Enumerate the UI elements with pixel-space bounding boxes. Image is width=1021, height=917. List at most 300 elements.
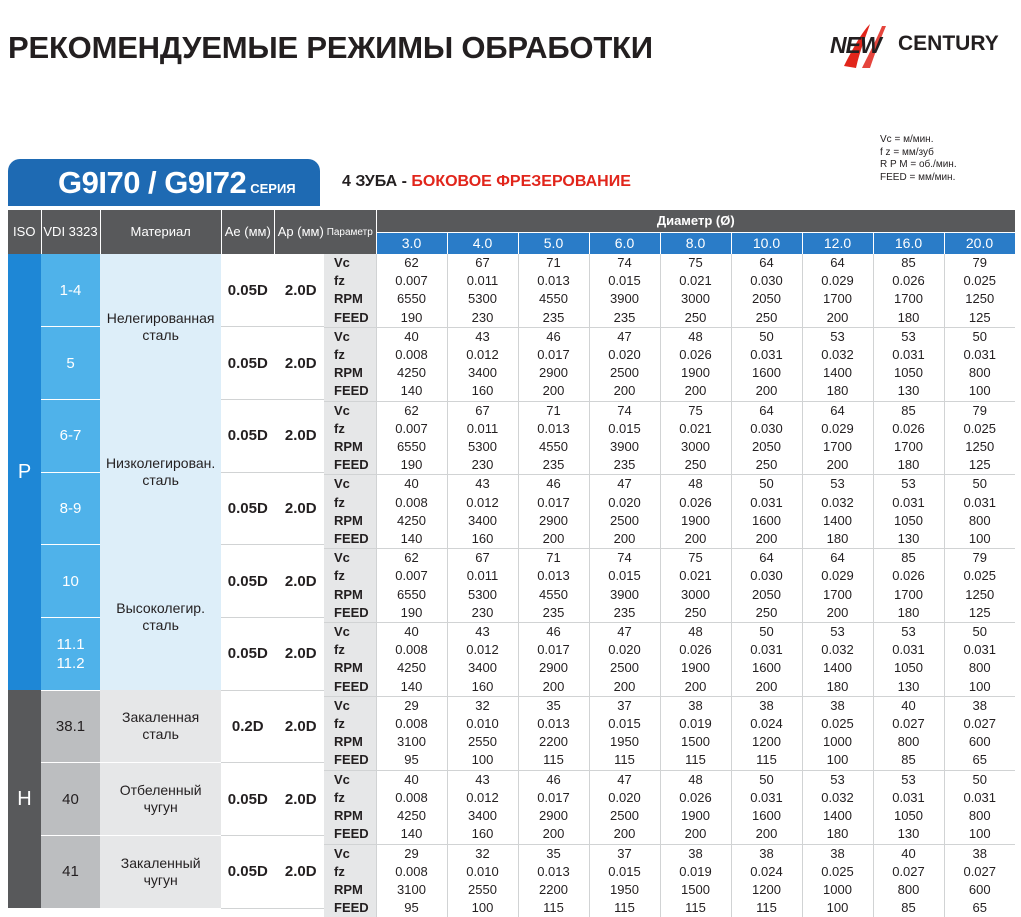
- feed-value: 125: [968, 309, 991, 325]
- param-label: fz: [334, 642, 345, 658]
- material-row: [8, 836, 327, 909]
- feed-value: 140: [400, 531, 423, 547]
- rpm-value: 3900: [610, 586, 639, 602]
- value-cell: [376, 401, 447, 475]
- vdi-code: 1-4: [41, 254, 100, 327]
- param-label: RPM: [334, 881, 363, 897]
- logo-century-text: CENTURY: [898, 32, 999, 55]
- value-cell: [447, 549, 518, 623]
- feed-value: 180: [826, 383, 849, 399]
- value-cell: [944, 696, 1015, 770]
- ap-value: 2.0D: [274, 763, 327, 836]
- feed-value: 140: [400, 678, 423, 694]
- param-label: FEED: [334, 678, 369, 694]
- param-label: Vc: [334, 771, 350, 787]
- feed-value: 115: [685, 752, 706, 768]
- material-name: Нелегированная сталь: [100, 254, 221, 399]
- feed-value: 250: [684, 309, 707, 325]
- logo-new-text: NEW: [830, 32, 881, 58]
- rpm-value: 1400: [823, 660, 852, 676]
- vc-value: 40: [901, 697, 916, 713]
- diameter-sizes-row: [324, 232, 1015, 254]
- header-iso: ISO: [8, 210, 41, 254]
- feed-value: 200: [826, 309, 849, 325]
- rpm-value: 3100: [397, 881, 426, 897]
- vc-value: 79: [972, 402, 987, 418]
- param-label: fz: [334, 420, 345, 436]
- value-cell: [944, 770, 1015, 844]
- header-ap: Ap (мм): [274, 210, 327, 254]
- vc-value: 38: [688, 697, 703, 713]
- rpm-value: 1900: [681, 365, 710, 381]
- feed-value: 95: [404, 900, 419, 916]
- rpm-value: 1050: [894, 660, 923, 676]
- fz-value: 0.015: [608, 273, 641, 289]
- rpm-value: 800: [968, 365, 991, 381]
- fz-value: 0.013: [537, 716, 570, 732]
- value-cell: [802, 770, 873, 844]
- fz-value: 0.031: [750, 789, 783, 805]
- feed-value: 250: [755, 309, 778, 325]
- value-cell: [376, 327, 447, 401]
- fz-value: 0.024: [750, 863, 783, 879]
- fz-value: 0.020: [608, 494, 641, 510]
- value-cell: [731, 327, 802, 401]
- rpm-value: 3000: [681, 586, 710, 602]
- feed-value: 200: [826, 604, 849, 620]
- vc-value: 38: [759, 845, 774, 861]
- feed-value: 125: [968, 604, 991, 620]
- rpm-value: 1000: [823, 881, 852, 897]
- param-label: Vc: [334, 845, 350, 861]
- feed-value: 200: [684, 383, 707, 399]
- vc-value: 50: [972, 476, 987, 492]
- fz-value: 0.011: [466, 420, 499, 436]
- feed-value: 115: [614, 900, 635, 916]
- feed-value: 65: [972, 752, 987, 768]
- vc-value: 50: [759, 624, 774, 640]
- ae-value: 0.05D: [221, 617, 274, 690]
- value-cell: [447, 770, 518, 844]
- diameter-size: 10.0: [731, 232, 802, 254]
- feed-value: 130: [897, 826, 920, 842]
- vc-value: 64: [830, 550, 845, 566]
- feed-value: 250: [755, 604, 778, 620]
- rpm-value: 2550: [468, 881, 497, 897]
- vc-value: 40: [404, 771, 419, 787]
- rpm-value: 600: [968, 881, 991, 897]
- rpm-value: 3000: [681, 439, 710, 455]
- fz-value: 0.025: [963, 568, 997, 584]
- feed-value: 200: [684, 678, 707, 694]
- fz-value: 0.008: [395, 347, 428, 363]
- value-cell: [731, 623, 802, 697]
- fz-value: 0.008: [395, 716, 428, 732]
- rpm-value: 2550: [468, 734, 497, 750]
- fz-value: 0.029: [821, 273, 854, 289]
- feed-value: 180: [897, 604, 920, 620]
- value-cell: [873, 844, 944, 917]
- rpm-value: 4250: [397, 808, 426, 824]
- param-label: fz: [334, 494, 345, 510]
- param-label: Vc: [334, 697, 350, 713]
- vc-value: 53: [830, 476, 845, 492]
- cutting-data-table: [324, 210, 1016, 917]
- value-cell: [447, 844, 518, 917]
- fz-value: 0.017: [537, 494, 570, 510]
- ap-value: 2.0D: [274, 617, 327, 690]
- feed-value: 230: [471, 309, 494, 325]
- vc-value: 46: [546, 476, 561, 492]
- value-cell: [660, 770, 731, 844]
- cutting-data-row: [324, 623, 1015, 697]
- fz-value: 0.031: [963, 347, 997, 363]
- value-cell: [518, 401, 589, 475]
- header-param: Параметр: [324, 210, 376, 254]
- rpm-value: 2900: [539, 660, 568, 676]
- param-label: FEED: [334, 309, 369, 325]
- rpm-value: 1700: [823, 439, 852, 455]
- fz-value: 0.008: [395, 789, 428, 805]
- vdi-code: 40: [41, 763, 100, 836]
- rpm-value: 6550: [397, 439, 426, 455]
- vc-value: 75: [688, 402, 703, 418]
- vc-value: 38: [972, 845, 987, 861]
- fz-value: 0.024: [750, 716, 783, 732]
- rpm-value: 2500: [610, 660, 639, 676]
- value-cell: [376, 770, 447, 844]
- param-label: FEED: [334, 826, 369, 842]
- value-cell: [944, 475, 1015, 549]
- ae-value: 0.05D: [221, 254, 274, 327]
- param-label: RPM: [334, 365, 363, 381]
- vc-value: 48: [688, 476, 703, 492]
- param-labels: [324, 401, 376, 475]
- rpm-value: 1950: [610, 881, 639, 897]
- feed-value: 190: [400, 309, 423, 325]
- value-cell: [873, 401, 944, 475]
- rpm-value: 1900: [681, 808, 710, 824]
- ae-value: 0.05D: [221, 836, 274, 909]
- feed-value: 130: [897, 531, 920, 547]
- param-label: fz: [334, 568, 345, 584]
- fz-value: 0.015: [608, 420, 641, 436]
- param-label: Vc: [334, 476, 350, 492]
- vc-value: 37: [617, 697, 632, 713]
- value-cell: [518, 696, 589, 770]
- param-labels: [324, 254, 376, 327]
- value-cell: [944, 844, 1015, 917]
- value-cell: [518, 254, 589, 327]
- fz-value: 0.031: [892, 347, 925, 363]
- diameter-size: 6.0: [589, 232, 660, 254]
- value-cell: [731, 475, 802, 549]
- material-row: [8, 763, 327, 836]
- feed-value: 200: [684, 826, 707, 842]
- feed-value: 200: [613, 383, 636, 399]
- rpm-value: 5300: [468, 439, 497, 455]
- rpm-value: 3900: [610, 291, 639, 307]
- vc-value: 48: [688, 328, 703, 344]
- rpm-value: 3100: [397, 734, 426, 750]
- vc-value: 50: [972, 624, 987, 640]
- cutting-data-row: [324, 475, 1015, 549]
- value-cell: [660, 327, 731, 401]
- fz-value: 0.013: [537, 273, 570, 289]
- fz-value: 0.019: [679, 863, 712, 879]
- value-cell: [376, 696, 447, 770]
- cutting-data-row: [324, 401, 1015, 475]
- value-cell: [589, 327, 660, 401]
- param-label: RPM: [334, 586, 363, 602]
- param-label: Vc: [334, 402, 350, 418]
- page-title: РЕКОМЕНДУЕМЫЕ РЕЖИМЫ ОБРАБОТКИ: [8, 30, 653, 65]
- param-label: RPM: [334, 512, 363, 528]
- value-cell: [873, 623, 944, 697]
- vc-value: 32: [475, 697, 490, 713]
- value-cell: [447, 623, 518, 697]
- feed-value: 180: [826, 826, 849, 842]
- feed-value: 200: [684, 531, 707, 547]
- rpm-value: 1000: [823, 734, 852, 750]
- series-suffix: СЕРИЯ: [250, 181, 296, 196]
- vc-value: 40: [901, 845, 916, 861]
- vc-value: 64: [759, 550, 774, 566]
- diameter-size: 5.0: [518, 232, 589, 254]
- feed-value: 230: [471, 604, 494, 620]
- feed-value: 100: [968, 826, 991, 842]
- fz-value: 0.010: [466, 716, 499, 732]
- value-cell: [731, 254, 802, 327]
- rpm-value: 3000: [681, 291, 710, 307]
- feed-value: 200: [613, 678, 636, 694]
- rpm-value: 1700: [894, 291, 923, 307]
- vc-value: 50: [759, 476, 774, 492]
- vc-value: 47: [617, 624, 632, 640]
- vc-value: 32: [475, 845, 490, 861]
- vc-value: 71: [546, 402, 561, 418]
- cutting-data-row: [324, 696, 1015, 770]
- vc-value: 62: [404, 550, 419, 566]
- fz-value: 0.031: [750, 494, 783, 510]
- fz-value: 0.027: [892, 716, 925, 732]
- fz-value: 0.020: [608, 347, 641, 363]
- rpm-value: 2050: [752, 439, 781, 455]
- ae-value: 0.05D: [221, 327, 274, 400]
- fz-value: 0.031: [892, 642, 925, 658]
- rpm-value: 1700: [894, 439, 923, 455]
- fz-value: 0.013: [537, 863, 570, 879]
- header-material: Материал: [100, 210, 221, 254]
- vc-value: 67: [475, 402, 490, 418]
- feed-value: 235: [542, 457, 565, 473]
- header-ae: Ae (мм): [221, 210, 274, 254]
- feed-value: 100: [968, 531, 991, 547]
- rpm-value: 5300: [468, 586, 497, 602]
- fz-value: 0.021: [679, 273, 712, 289]
- ap-value: 2.0D: [274, 472, 327, 545]
- feed-value: 125: [968, 457, 991, 473]
- vdi-code: 38.1: [41, 690, 100, 763]
- rpm-value: 1600: [752, 660, 781, 676]
- vc-value: 46: [546, 624, 561, 640]
- feed-value: 100: [471, 900, 494, 916]
- vc-value: 64: [759, 402, 774, 418]
- feed-value: 190: [400, 604, 423, 620]
- fz-value: 0.031: [963, 789, 997, 805]
- param-label: FEED: [334, 457, 369, 473]
- value-cell: [518, 623, 589, 697]
- feed-value: 100: [968, 678, 991, 694]
- vc-value: 53: [901, 771, 916, 787]
- value-cell: [802, 844, 873, 917]
- rpm-value: 1250: [965, 291, 995, 307]
- feed-value: 100: [471, 752, 494, 768]
- rpm-value: 1250: [965, 439, 995, 455]
- value-cell: [589, 475, 660, 549]
- rpm-value: 1200: [752, 734, 781, 750]
- feed-value: 160: [471, 383, 494, 399]
- vc-value: 38: [759, 697, 774, 713]
- fz-value: 0.026: [892, 568, 925, 584]
- rpm-value: 1600: [752, 808, 781, 824]
- rpm-value: 1900: [681, 512, 710, 528]
- fz-value: 0.013: [537, 568, 570, 584]
- value-cell: [802, 696, 873, 770]
- vc-value: 38: [830, 697, 845, 713]
- value-cell: [802, 623, 873, 697]
- value-cell: [802, 327, 873, 401]
- value-cell: [802, 254, 873, 327]
- rpm-value: 1600: [752, 365, 781, 381]
- fz-value: 0.007: [395, 568, 428, 584]
- rpm-value: 1400: [823, 365, 852, 381]
- ap-value: 2.0D: [274, 254, 327, 327]
- value-cell: [518, 770, 589, 844]
- param-label: RPM: [334, 291, 363, 307]
- rpm-value: 2050: [752, 291, 781, 307]
- param-label: RPM: [334, 660, 363, 676]
- rpm-value: 1050: [894, 808, 923, 824]
- operation-title: [342, 173, 631, 191]
- value-cell: [802, 475, 873, 549]
- param-label: RPM: [334, 734, 363, 750]
- fz-value: 0.021: [679, 420, 712, 436]
- vc-value: 46: [546, 771, 561, 787]
- param-label: fz: [334, 716, 345, 732]
- fz-value: 0.017: [537, 347, 570, 363]
- vc-value: 47: [617, 328, 632, 344]
- vc-value: 53: [830, 771, 845, 787]
- fz-value: 0.025: [821, 716, 854, 732]
- vdi-code: 8-9: [41, 472, 100, 545]
- vc-value: 74: [617, 402, 632, 418]
- vdi-code: 11.1 11.2: [41, 617, 100, 690]
- vdi-code: 5: [41, 327, 100, 400]
- cutting-data-row: [324, 549, 1015, 623]
- ap-value: 2.0D: [274, 399, 327, 472]
- value-cell: [518, 549, 589, 623]
- value-cell: [589, 401, 660, 475]
- cutting-data-row: [324, 770, 1015, 844]
- vc-value: 50: [972, 771, 987, 787]
- vdi-code: 41: [41, 836, 100, 909]
- fz-value: 0.012: [466, 347, 499, 363]
- value-cell: [660, 549, 731, 623]
- vc-value: 43: [475, 771, 490, 787]
- vc-value: 38: [830, 845, 845, 861]
- value-cell: [660, 254, 731, 327]
- fz-value: 0.011: [466, 568, 499, 584]
- vc-value: 50: [972, 328, 987, 344]
- feed-value: 115: [756, 900, 777, 916]
- fz-value: 0.007: [395, 420, 428, 436]
- value-cell: [660, 475, 731, 549]
- value-cell: [589, 623, 660, 697]
- value-cell: [731, 844, 802, 917]
- vc-value: 79: [972, 255, 987, 270]
- fz-value: 0.031: [892, 494, 925, 510]
- material-table-header: [8, 210, 327, 254]
- feed-value: 100: [826, 752, 849, 768]
- value-cell: [873, 327, 944, 401]
- feed-value: 160: [471, 826, 494, 842]
- feed-value: 235: [613, 604, 636, 620]
- vc-value: 53: [901, 476, 916, 492]
- vc-value: 50: [759, 328, 774, 344]
- feed-value: 200: [613, 531, 636, 547]
- feed-value: 140: [400, 826, 423, 842]
- vc-value: 46: [546, 328, 561, 344]
- rpm-value: 3900: [610, 439, 639, 455]
- ap-value: 2.0D: [274, 327, 327, 400]
- value-cell: [802, 401, 873, 475]
- series-name: G9I70 / G9I72: [58, 165, 247, 200]
- feed-value: 100: [826, 900, 849, 916]
- diameter-size: 8.0: [660, 232, 731, 254]
- rpm-value: 6550: [397, 291, 426, 307]
- vc-value: 43: [475, 328, 490, 344]
- feed-value: 115: [614, 752, 635, 768]
- material-name: Низколегирован. сталь: [100, 399, 221, 544]
- fz-value: 0.031: [750, 642, 783, 658]
- vc-value: 62: [404, 402, 419, 418]
- new-century-logo: [826, 22, 1016, 72]
- legend-fz: f z = мм/зуб: [880, 146, 934, 158]
- vc-value: 43: [475, 476, 490, 492]
- ae-value: 0.2D: [221, 690, 274, 763]
- fz-value: 0.017: [537, 789, 570, 805]
- value-cell: [873, 475, 944, 549]
- rpm-value: 2500: [610, 365, 639, 381]
- fz-value: 0.031: [963, 642, 997, 658]
- feed-value: 200: [542, 826, 565, 842]
- fz-value: 0.008: [395, 642, 428, 658]
- feed-value: 200: [755, 678, 778, 694]
- legend-rpm: R P M = об./мин.: [880, 159, 957, 170]
- value-cell: [731, 696, 802, 770]
- ae-value: 0.05D: [221, 472, 274, 545]
- rpm-value: 1900: [681, 660, 710, 676]
- rpm-value: 1950: [610, 734, 639, 750]
- fz-value: 0.019: [679, 716, 712, 732]
- material-table: [8, 210, 328, 909]
- vc-value: 75: [688, 255, 703, 270]
- vc-value: 47: [617, 771, 632, 787]
- fz-value: 0.025: [963, 273, 997, 289]
- rpm-value: 4550: [539, 586, 568, 602]
- vc-value: 53: [901, 624, 916, 640]
